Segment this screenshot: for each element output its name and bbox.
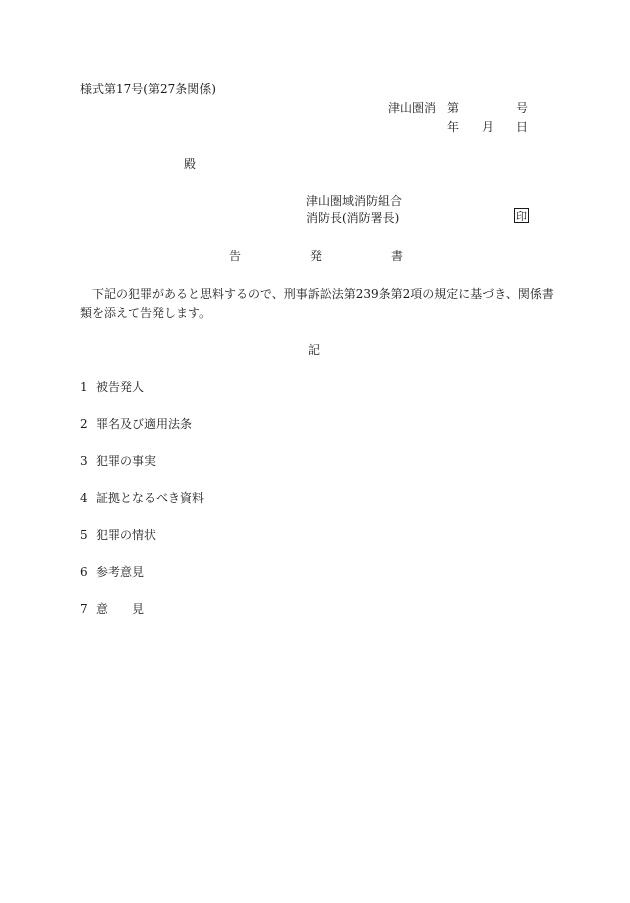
item-1-label: 被告発人 bbox=[96, 380, 145, 394]
ki-heading: 記 bbox=[308, 343, 321, 357]
sender-title: 消防長(消防署長) bbox=[306, 211, 400, 225]
item-4-label: 証拠となるべき資料 bbox=[96, 491, 205, 505]
addressee-suffix: 殿 bbox=[184, 157, 197, 171]
date-year: 年 bbox=[447, 120, 460, 134]
seal-stamp-box: 印 bbox=[516, 210, 527, 223]
body-paragraph bbox=[80, 285, 560, 323]
sender-organization: 津山圏域消防組合 bbox=[306, 194, 403, 208]
item-5-number: 5 bbox=[80, 528, 88, 542]
doc-number-dai: 第 bbox=[447, 101, 460, 115]
item-6-number: 6 bbox=[80, 565, 88, 579]
title-char-3: 書 bbox=[391, 249, 404, 263]
item-5-label: 犯罪の情状 bbox=[96, 528, 157, 542]
item-6-label: 参考意見 bbox=[96, 565, 145, 579]
date-month: 月 bbox=[482, 120, 495, 134]
item-1-number: 1 bbox=[80, 380, 88, 394]
item-3-number: 3 bbox=[80, 454, 88, 468]
item-3-label: 犯罪の事実 bbox=[96, 454, 157, 468]
title-char-1: 告 bbox=[229, 249, 242, 263]
body-text: 下記の犯罪があると思料するので、刑事訴訟法第239条第2項の規定に基づき、関係書類を添えて告発します。 bbox=[80, 287, 554, 320]
doc-number-office: 津山圏消 bbox=[388, 101, 437, 115]
item-2-number: 2 bbox=[80, 417, 88, 431]
date-day: 日 bbox=[516, 120, 529, 134]
item-2-label: 罪名及び適用法条 bbox=[96, 417, 193, 431]
item-7-label: 意 見 bbox=[96, 602, 145, 616]
form-number: 様式第17号(第27条関係) bbox=[80, 82, 216, 96]
title-char-2: 発 bbox=[310, 249, 323, 263]
item-7-number: 7 bbox=[80, 602, 88, 616]
doc-number-go: 号 bbox=[516, 101, 529, 115]
item-4-number: 4 bbox=[80, 491, 88, 505]
